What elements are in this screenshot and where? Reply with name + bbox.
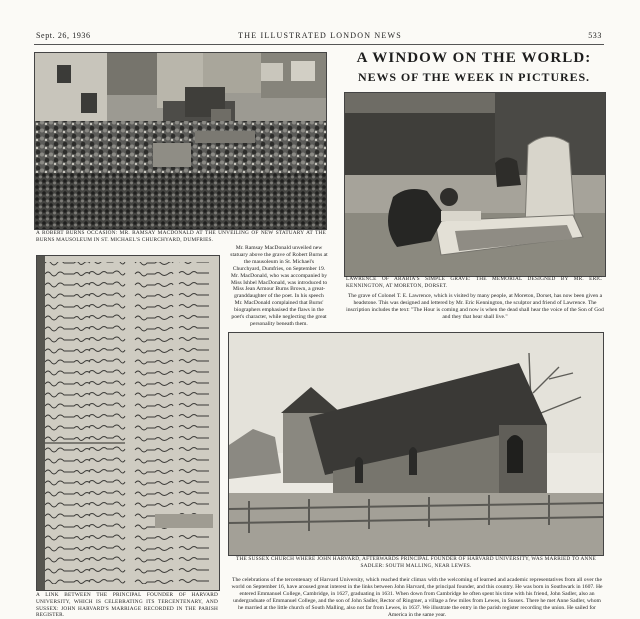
church-caption: THE SUSSEX CHURCH WHERE JOHN HARVARD, AFTERWARDS PRINCIPAL FOUNDER OF HARVARD UNIVERSITY, WAS MARRIED TO ANNE SADLER: SOUTH MALLING, NEAR LEWES. (236, 556, 596, 569)
parish-register-photo (36, 255, 220, 591)
running-head-publication: THE ILLUSTRATED LONDON NEWS (238, 31, 402, 40)
burns-article-text: Mr. Ramsay MacDonald unveiled new statuary above the grave of Robert Burns at the mausoleum in St. Michael's Churchyard, Dumfries, on September 19. Mr. MacDonald, who was accompanied by Miss Ishbel MacDonald, was introduced to Miss Jean Armour Burns Brown, a great-granddaughter of the poet. In his speech Mr. MacDonald complained that Burns' biographers emphasised the flaws in the poet's character, while neglecting the great personality beneath them. (230, 245, 328, 327)
header-rule (34, 44, 604, 45)
page-subheadline: NEWS OF THE WEEK IN PICTURES. (358, 70, 590, 84)
harvard-article-text: The celebrations of the tercentenary of Harvard University, which reached their climax with the welcoming of learned and academic representatives from all over the world on September 16, have aroused great interest in the links between John Harvard, the principal founder, and this country. He was born in Southwark in 1607. He entered Emmanuel College, Cambridge, in 1627, graduating in 1631. When down from Cambridge he often spent his time with his friend, John Sadler, also an undergraduate of Emmanuel College, and the son of John Sadler, Rector of Ringmer, a village a few miles from Lewes, in Sussex. There he met Anne Sadler, whom he married at the little church of South Malling, also not far from Lewes, in 1637. We illustrate the entry in the parish register recording the union. He sailed for America in the same year. (231, 577, 603, 618)
south-malling-church-photo (228, 332, 604, 556)
lawrence-grave-photo (344, 92, 606, 277)
register-caption: A LINK BETWEEN THE PRINCIPAL FOUNDER OF HARVARD UNIVERSITY, WHICH IS CELEBRATING ITS TERCENTENARY, AND SUSSEX: JOHN HARVARD'S MARRIAGE RECORDED IN THE PARISH REGISTER. (36, 592, 218, 619)
burns-crowd-photo (34, 52, 327, 230)
running-head-date: Sept. 26, 1936 (36, 31, 91, 40)
page-headline: A WINDOW ON THE WORLD: (356, 50, 592, 66)
running-head-page-number: 533 (588, 31, 602, 40)
burns-caption: A ROBERT BURNS OCCASION: MR. RAMSAY MACDONALD AT THE UNVEILING OF NEW STATUARY AT THE BURNS MAUSOLEUM IN ST. MICHAEL'S CHURCHYARD, DUMFRIES. (36, 230, 326, 243)
lawrence-article-text: The grave of Colonel T. E. Lawrence, which is visited by many people, at Moreton, Dorset, has now been given a headstone. This was designed and lettered by Mr. Eric Kennington, the sculptor and friend of Lawrence. The inscription includes the text: "The Hour is coming and now is when the dead shall hear the voice of the Son of God and they that hear shall live." (346, 293, 604, 320)
lawrence-caption: LAWRENCE OF ARABIA'S SIMPLE GRAVE: THE MEMORIAL DESIGNED BY MR. ERIC KENNINGTON, AT MORETON, DORSET. (346, 276, 602, 289)
